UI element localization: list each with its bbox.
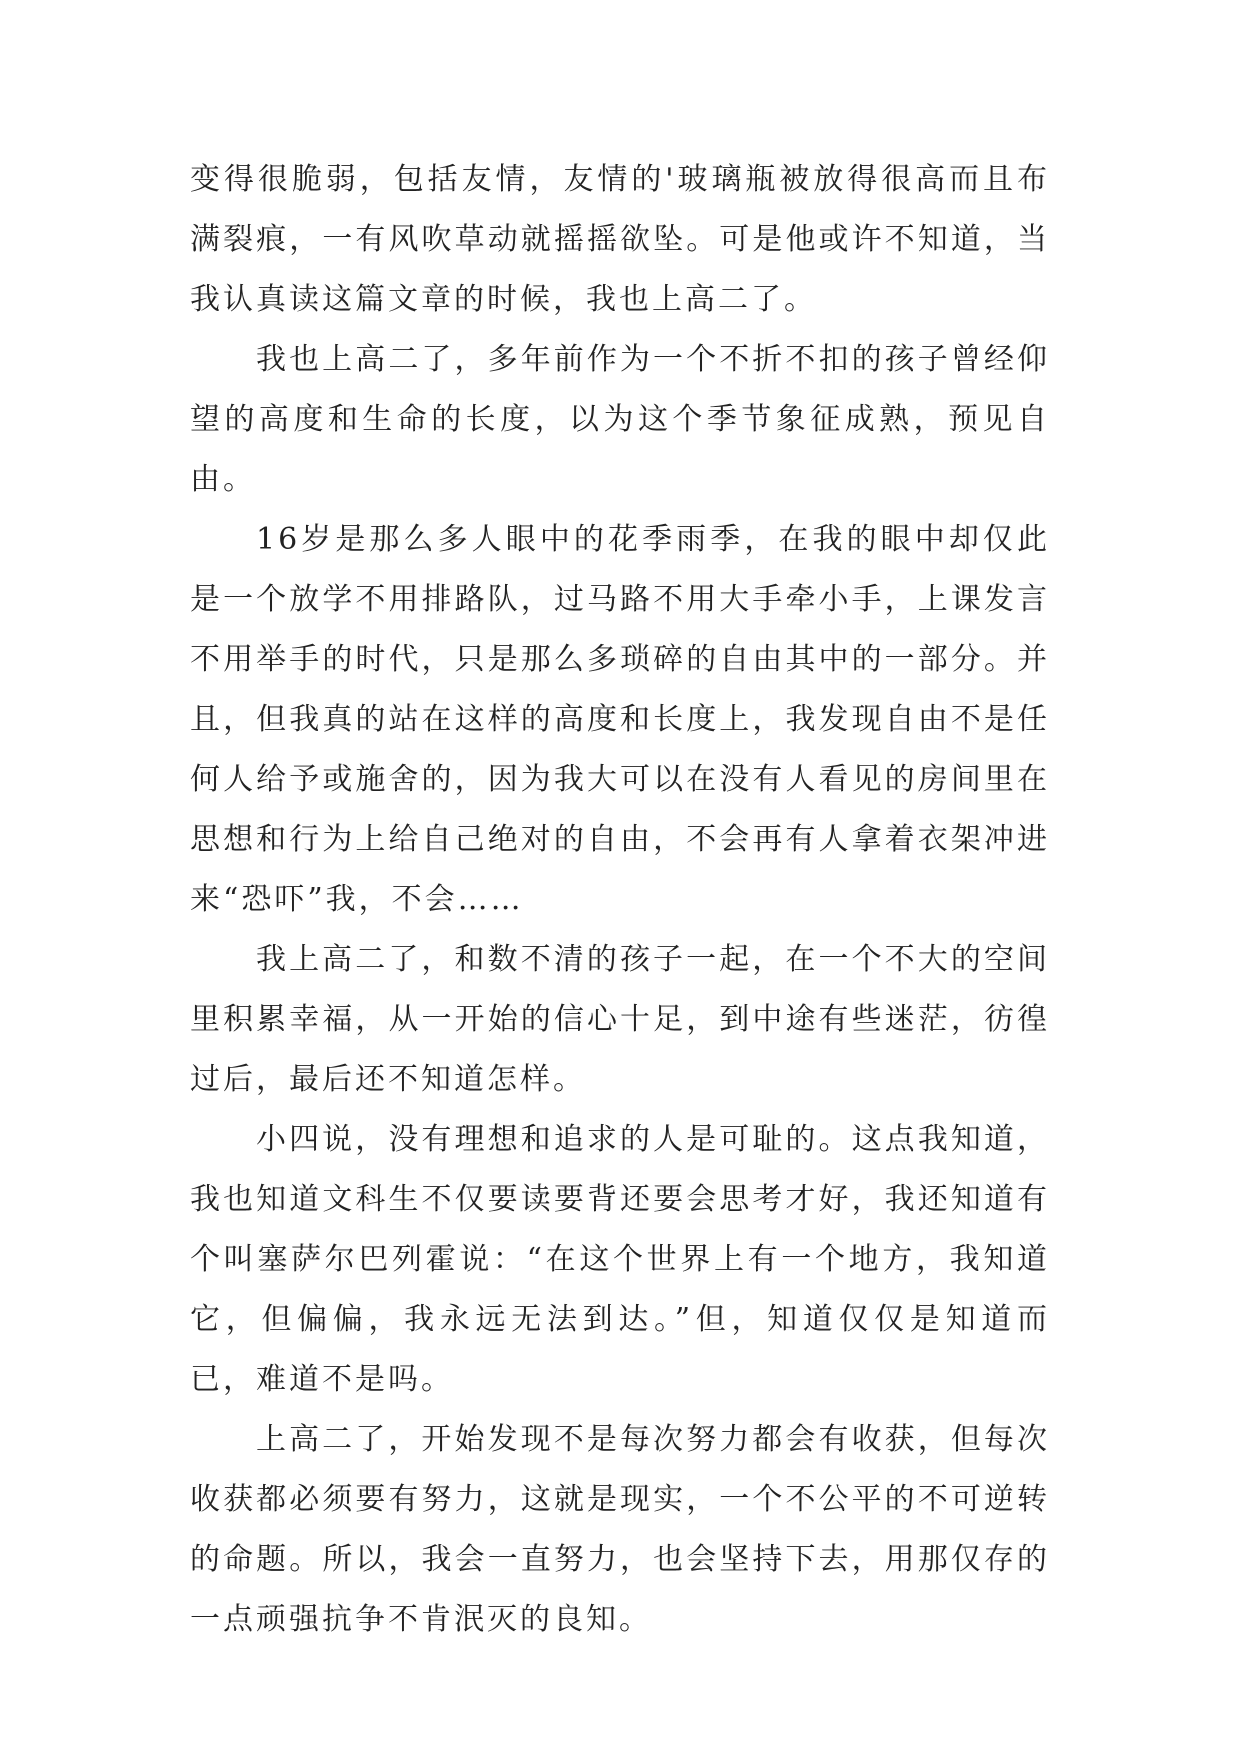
paragraph-3: 16岁是那么多人眼中的花季雨季，在我的眼中却仅此是一个放学不用排路队，过马路不用大手牵小手，上课发言不用举手的时代，只是那么多琐碎的自由其中的一部分。并且，但我真的站在这样的高度和长度上，我发现自由不是任何人给予或施舍的，因为我大可以在没有人看见的房间里在思想和行为上给自己绝对的自由，不会再有人拿着衣架冲进来“恐吓”我，不会…… <box>190 522 1050 917</box>
paragraph-6: 上高二了，开始发现不是每次努力都会有收获，但每次收获都必须要有努力，这就是现实，一个不公平的不可逆转的命题。所以，我会一直努力，也会坚持下去，用那仅存的一点顽强抗争不肯泯灭的良知。 <box>190 1422 1050 1637</box>
paragraph-5: 小四说，没有理想和追求的人是可耻的。这点我知道，我也知道文科生不仅要读要背还要会思考才好，我还知道有个叫塞萨尔巴列霍说：“在这个世界上有一个地方，我知道它，但偏偏，我永远无法到达。”但，知道仅仅是知道而已，难道不是吗。 <box>190 1122 1050 1397</box>
body-text <box>190 150 1050 1650</box>
paragraph-2: 我也上高二了，多年前作为一个不折不扣的孩子曾经仰望的高度和生命的长度，以为这个季节象征成熟，预见自由。 <box>190 342 1050 497</box>
paragraph-4: 我上高二了，和数不清的孩子一起，在一个不大的空间里积累幸福，从一开始的信心十足，到中途有些迷茫，彷徨过后，最后还不知道怎样。 <box>190 942 1050 1097</box>
paragraph-1: 变得很脆弱，包括友情，友情的'玻璃瓶被放得很高而且布满裂痕，一有风吹草动就摇摇欲坠。可是他或许不知道，当我认真读这篇文章的时候，我也上高二了。 <box>190 162 1050 317</box>
